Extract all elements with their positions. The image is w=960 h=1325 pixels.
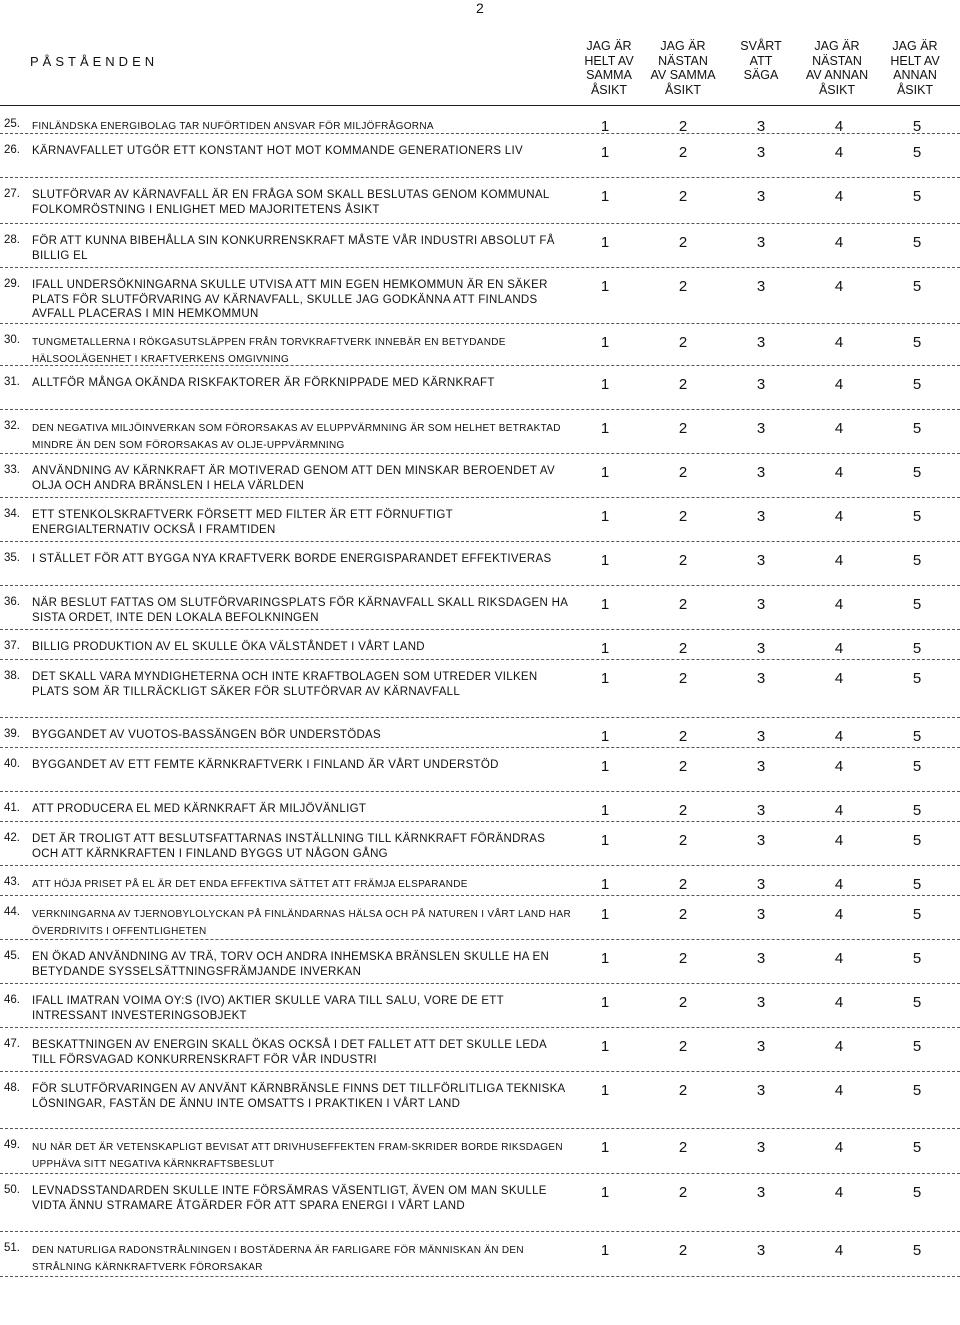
column-header-line: ANNAN bbox=[893, 68, 937, 83]
statement-row bbox=[0, 454, 960, 498]
column-header-line: JAG ÄR bbox=[892, 39, 938, 53]
statement-text: IFALL IMATRAN VOIMA OY:S (IVO) AKTIER SKULLE VARA TILL SALU, VORE DE ETT INTRESSANT INVESTERINGSOBJEKT bbox=[32, 995, 504, 1022]
statement-row bbox=[0, 748, 960, 792]
statement-row bbox=[0, 718, 960, 748]
rating-scale bbox=[585, 596, 945, 616]
rating-scale bbox=[585, 1038, 945, 1058]
rating-option-2[interactable]: 2 bbox=[678, 802, 688, 819]
rating-option-1[interactable]: 1 bbox=[600, 334, 610, 351]
rating-option-4[interactable]: 4 bbox=[834, 1184, 844, 1201]
column-header-5 bbox=[873, 39, 957, 97]
rating-option-5[interactable]: 5 bbox=[912, 188, 922, 205]
statement-text: FÖR ATT KUNNA BIBEHÅLLA SIN KONKURRENSKRAFT MÅSTE VÅR INDUSTRI ABSOLUT FÅ BILLIG EL bbox=[32, 235, 555, 262]
rating-option-1[interactable]: 1 bbox=[600, 670, 610, 687]
statement-number: 32. bbox=[4, 420, 20, 432]
rating-option-4[interactable]: 4 bbox=[834, 464, 844, 481]
statement-text: LEVNADSSTANDARDEN SKULLE INTE FÖRSÄMRAS VÄSENTLIGT, ÄVEN OM MAN SKULLE VIDTA ÄNNU STRAMARE ÅTGÄRDER FÖR ATT SPARA ENERGI I VÅRT LAND bbox=[32, 1185, 547, 1212]
statement-number: 25. bbox=[4, 118, 20, 130]
statements-column-header: PÅSTÅENDEN bbox=[30, 54, 159, 69]
rating-option-1[interactable]: 1 bbox=[600, 994, 610, 1011]
table-header bbox=[0, 34, 960, 104]
rating-option-3[interactable]: 3 bbox=[756, 906, 766, 923]
statement-text: DET ÄR TROLIGT ATT BESLUTSFATTARNAS INSTÄLLNING TILL KÄRNKRAFT FÖRÄNDRAS OCH ATT KÄRNKRAFTEN I FINLAND BYGGS UT NÅGON GÅNG bbox=[32, 833, 546, 860]
rating-option-3[interactable]: 3 bbox=[756, 464, 766, 481]
rating-option-1[interactable]: 1 bbox=[600, 144, 610, 161]
rating-option-5[interactable]: 5 bbox=[912, 596, 922, 613]
rating-option-2[interactable]: 2 bbox=[678, 728, 688, 745]
rating-option-3[interactable]: 3 bbox=[756, 1184, 766, 1201]
column-header-line: AV ANNAN bbox=[805, 68, 869, 83]
statement-number: 34. bbox=[4, 508, 20, 520]
column-header-line: JAG ÄR bbox=[814, 39, 860, 53]
rating-option-3[interactable]: 3 bbox=[756, 596, 766, 613]
column-header-line: NÄSTAN bbox=[658, 53, 708, 68]
rating-option-5[interactable]: 5 bbox=[912, 234, 922, 251]
rating-option-5[interactable]: 5 bbox=[912, 994, 922, 1011]
column-header-line: ÅSIKT bbox=[590, 82, 628, 97]
statement-number: 49. bbox=[4, 1139, 20, 1151]
rating-option-5[interactable]: 5 bbox=[912, 464, 922, 481]
rating-option-1[interactable]: 1 bbox=[600, 832, 610, 849]
rating-scale bbox=[585, 334, 945, 354]
statement-text: ALLTFÖR MÅNGA OKÄNDA RISKFAKTORER ÄR FÖRKNIPPADE MED KÄRNKRAFT bbox=[32, 377, 495, 389]
rating-option-1[interactable]: 1 bbox=[600, 234, 610, 251]
rating-option-1[interactable]: 1 bbox=[600, 1082, 610, 1099]
rating-option-4[interactable]: 4 bbox=[834, 1139, 844, 1156]
rating-option-1[interactable]: 1 bbox=[600, 118, 610, 135]
column-header-line: ÅSIKT bbox=[896, 82, 934, 97]
statement-text: IFALL UNDERSÖKNINGARNA SKULLE UTVISA ATT MIN EGEN HEMKOMMUN ÄR EN SÄKER PLATS FÖR SLUTFÖRVARING AV KÄRNAVFALL, SKULLE JAG GODKÄNNA ATT FINLANDS AVFALL PLACERAS I MIN HEMKOMMUN bbox=[32, 279, 548, 320]
rating-option-1[interactable]: 1 bbox=[600, 950, 610, 967]
statement-number: 30. bbox=[4, 334, 20, 346]
column-header-line: HELT AV bbox=[890, 53, 940, 68]
rating-scale bbox=[585, 802, 945, 822]
rating-option-5[interactable]: 5 bbox=[912, 802, 922, 819]
rating-scale bbox=[585, 832, 945, 852]
rating-option-1[interactable]: 1 bbox=[600, 420, 610, 437]
statement-number: 31. bbox=[4, 376, 20, 388]
column-header-3 bbox=[719, 39, 803, 83]
statement-text: ANVÄNDNING AV KÄRNKRAFT ÄR MOTIVERAD GENOM ATT DEN MINSKAR BEROENDET AV OLJA OCH ANDRA BRÄNSLEN I HELA VÄRLDEN bbox=[32, 465, 555, 492]
rating-option-1[interactable]: 1 bbox=[600, 188, 610, 205]
rating-option-3[interactable]: 3 bbox=[756, 728, 766, 745]
rating-option-3[interactable]: 3 bbox=[756, 802, 766, 819]
rating-option-5[interactable]: 5 bbox=[912, 906, 922, 923]
statement-number: 45. bbox=[4, 950, 20, 962]
rating-option-2[interactable]: 2 bbox=[678, 334, 688, 351]
statement-text: TUNGMETALLERNA I RÖKGASUTSLÄPPEN FRÅN TORVKRAFTVERK INNEBÄR EN BETYDANDE HÄLSOOLÄGENHET I KRAFTVERKENS OMGIVNING bbox=[32, 337, 506, 365]
rating-option-3[interactable]: 3 bbox=[756, 278, 766, 295]
rating-option-4[interactable]: 4 bbox=[834, 670, 844, 687]
rating-option-5[interactable]: 5 bbox=[912, 278, 922, 295]
statement-number: 37. bbox=[4, 640, 20, 652]
statement-row bbox=[0, 224, 960, 268]
rating-option-4[interactable]: 4 bbox=[834, 596, 844, 613]
rating-scale bbox=[585, 728, 945, 748]
rating-option-4[interactable]: 4 bbox=[834, 278, 844, 295]
rating-option-5[interactable]: 5 bbox=[912, 728, 922, 745]
column-header-2 bbox=[641, 39, 725, 97]
column-header-line: NÄSTAN bbox=[812, 53, 862, 68]
rating-option-1[interactable]: 1 bbox=[600, 508, 610, 525]
statement-row bbox=[0, 822, 960, 866]
rating-option-2[interactable]: 2 bbox=[678, 758, 688, 775]
rating-option-3[interactable]: 3 bbox=[756, 950, 766, 967]
rating-scale bbox=[585, 994, 945, 1014]
rating-scale bbox=[585, 950, 945, 970]
statement-number: 38. bbox=[4, 670, 20, 682]
rating-option-2[interactable]: 2 bbox=[678, 118, 688, 135]
rating-option-4[interactable]: 4 bbox=[834, 420, 844, 437]
rating-option-5[interactable]: 5 bbox=[912, 1082, 922, 1099]
statement-number: 51. bbox=[4, 1242, 20, 1254]
rating-option-4[interactable]: 4 bbox=[834, 1038, 844, 1055]
rating-option-5[interactable]: 5 bbox=[912, 1038, 922, 1055]
rating-option-5[interactable]: 5 bbox=[912, 670, 922, 687]
rating-scale bbox=[585, 552, 945, 572]
rating-option-2[interactable]: 2 bbox=[678, 188, 688, 205]
rating-option-2[interactable]: 2 bbox=[678, 1139, 688, 1156]
rating-option-5[interactable]: 5 bbox=[912, 758, 922, 775]
rating-option-5[interactable]: 5 bbox=[912, 1242, 922, 1259]
column-header-line: ÅSIKT bbox=[664, 82, 702, 97]
rating-option-1[interactable]: 1 bbox=[600, 1184, 610, 1201]
rating-scale bbox=[585, 508, 945, 528]
rating-option-4[interactable]: 4 bbox=[834, 758, 844, 775]
column-header-line: ATT bbox=[749, 53, 773, 68]
statement-row bbox=[0, 410, 960, 454]
rating-option-2[interactable]: 2 bbox=[678, 832, 688, 849]
statement-row bbox=[0, 630, 960, 660]
statement-number: 41. bbox=[4, 802, 20, 814]
statement-row bbox=[0, 660, 960, 718]
rating-option-5[interactable]: 5 bbox=[912, 508, 922, 525]
column-header-line: AV SAMMA bbox=[650, 68, 716, 83]
rating-option-5[interactable]: 5 bbox=[912, 376, 922, 393]
rating-option-2[interactable]: 2 bbox=[678, 906, 688, 923]
statement-text: FINLÄNDSKA ENERGIBOLAG TAR NUFÖRTIDEN ANSVAR FÖR MILJÖFRÅGORNA bbox=[32, 121, 434, 132]
rating-option-4[interactable]: 4 bbox=[834, 640, 844, 657]
statement-number: 27. bbox=[4, 188, 20, 200]
rating-scale bbox=[585, 1242, 945, 1262]
statement-row bbox=[0, 984, 960, 1028]
rating-option-4[interactable]: 4 bbox=[834, 188, 844, 205]
rating-option-2[interactable]: 2 bbox=[678, 278, 688, 295]
rating-option-3[interactable]: 3 bbox=[756, 420, 766, 437]
rating-option-5[interactable]: 5 bbox=[912, 420, 922, 437]
header-divider bbox=[0, 105, 960, 106]
rating-option-5[interactable]: 5 bbox=[912, 1139, 922, 1156]
statement-row bbox=[0, 108, 960, 134]
rating-option-3[interactable]: 3 bbox=[756, 144, 766, 161]
rating-option-5[interactable]: 5 bbox=[912, 640, 922, 657]
rating-option-4[interactable]: 4 bbox=[834, 728, 844, 745]
rating-option-2[interactable]: 2 bbox=[678, 508, 688, 525]
rating-option-2[interactable]: 2 bbox=[678, 234, 688, 251]
statement-row bbox=[0, 366, 960, 410]
rating-option-4[interactable]: 4 bbox=[834, 118, 844, 135]
statement-text: NÄR BESLUT FATTAS OM SLUTFÖRVARINGSPLATS FÖR KÄRNAVFALL SKALL RIKSDAGEN HA SISTA ORDET, INTE DEN LOKALA BEFOLKNINGEN bbox=[32, 597, 568, 624]
column-header-line: JAG ÄR bbox=[660, 39, 706, 53]
statement-number: 29. bbox=[4, 278, 20, 290]
statement-row bbox=[0, 178, 960, 224]
rating-scale bbox=[585, 234, 945, 254]
rating-option-1[interactable]: 1 bbox=[600, 1038, 610, 1055]
rating-option-4[interactable]: 4 bbox=[834, 552, 844, 569]
rating-option-3[interactable]: 3 bbox=[756, 234, 766, 251]
rating-option-2[interactable]: 2 bbox=[678, 420, 688, 437]
rating-option-2[interactable]: 2 bbox=[678, 1184, 688, 1201]
rating-option-4[interactable]: 4 bbox=[834, 1082, 844, 1099]
rating-option-4[interactable]: 4 bbox=[834, 1242, 844, 1259]
rating-option-4[interactable]: 4 bbox=[834, 906, 844, 923]
rating-option-5[interactable]: 5 bbox=[912, 144, 922, 161]
statement-text: VERKNINGARNA AV TJERNOBYLOLYCKAN PÅ FINLÄNDARNAS HÄLSA OCH PÅ NATUREN I VÅRT LAND HAR ÖVERDRIVITS I OFFENTLIGHETEN bbox=[32, 909, 571, 937]
rating-option-3[interactable]: 3 bbox=[756, 994, 766, 1011]
rating-option-1[interactable]: 1 bbox=[600, 906, 610, 923]
rating-option-4[interactable]: 4 bbox=[834, 144, 844, 161]
rating-option-1[interactable]: 1 bbox=[600, 278, 610, 295]
rating-option-2[interactable]: 2 bbox=[678, 950, 688, 967]
rating-option-3[interactable]: 3 bbox=[756, 552, 766, 569]
statement-row bbox=[0, 324, 960, 366]
column-header-line: JAG ÄR bbox=[586, 39, 632, 53]
statement-number: 48. bbox=[4, 1082, 20, 1094]
statement-text: DEN NATURLIGA RADONSTRÅLNINGEN I BOSTÄDERNA ÄR FARLIGARE FÖR MÄNNISKAN ÄN DEN STRÅLNING KÄRNKRAFTVERK FÖRORSAKAR bbox=[32, 1245, 524, 1273]
statement-number: 26. bbox=[4, 144, 20, 156]
rating-option-3[interactable]: 3 bbox=[756, 876, 766, 893]
rating-option-1[interactable]: 1 bbox=[600, 728, 610, 745]
rating-option-2[interactable]: 2 bbox=[678, 1082, 688, 1099]
statement-text: DET SKALL VARA MYNDIGHETERNA OCH INTE KRAFTBOLAGEN SOM UTREDER VILKEN PLATS SOM ÄR TILLRÄCKLIGT SÄKER FÖR SLUTFÖRVAR AV KÄRNAVFALL bbox=[32, 671, 538, 698]
rating-option-3[interactable]: 3 bbox=[756, 118, 766, 135]
rating-option-1[interactable]: 1 bbox=[600, 1139, 610, 1156]
rating-option-1[interactable]: 1 bbox=[600, 802, 610, 819]
statement-text: ATT PRODUCERA EL MED KÄRNKRAFT ÄR MILJÖVÄNLIGT bbox=[32, 803, 367, 815]
rating-option-3[interactable]: 3 bbox=[756, 758, 766, 775]
statement-text: SLUTFÖRVAR AV KÄRNAVFALL ÄR EN FRÅGA SOM SKALL BESLUTAS GENOM KOMMUNAL FOLKOMRÖSTNING I ENLIGHET MED MAJORITETENS ÅSIKT bbox=[32, 189, 550, 216]
statement-row bbox=[0, 866, 960, 896]
rating-option-5[interactable]: 5 bbox=[912, 1184, 922, 1201]
rating-option-4[interactable]: 4 bbox=[834, 802, 844, 819]
rating-option-3[interactable]: 3 bbox=[756, 376, 766, 393]
rating-scale bbox=[585, 1184, 945, 1204]
rating-option-1[interactable]: 1 bbox=[600, 758, 610, 775]
statement-text: BILLIG PRODUKTION AV EL SKULLE ÖKA VÄLSTÅNDET I VÅRT LAND bbox=[32, 641, 425, 653]
statement-row bbox=[0, 586, 960, 630]
rating-scale bbox=[585, 1082, 945, 1102]
rating-scale bbox=[585, 144, 945, 164]
rating-option-2[interactable]: 2 bbox=[678, 1038, 688, 1055]
rating-option-3[interactable]: 3 bbox=[756, 640, 766, 657]
rating-scale bbox=[585, 188, 945, 208]
statement-text: EN ÖKAD ANVÄNDNING AV TRÄ, TORV OCH ANDRA INHEMSKA BRÄNSLEN SKULLE HA EN BETYDANDE SYSSELSÄTTNINGSFRÄMJANDE INVERKAN bbox=[32, 951, 550, 978]
statement-row bbox=[0, 1129, 960, 1174]
rating-option-5[interactable]: 5 bbox=[912, 950, 922, 967]
rating-option-3[interactable]: 3 bbox=[756, 188, 766, 205]
rating-scale bbox=[585, 1139, 945, 1159]
statement-row bbox=[0, 896, 960, 940]
rating-option-4[interactable]: 4 bbox=[834, 334, 844, 351]
rating-scale bbox=[585, 640, 945, 660]
statement-text: I STÄLLET FÖR ATT BYGGA NYA KRAFTVERK BORDE ENERGISPARANDET EFFEKTIVERAS bbox=[32, 553, 552, 565]
rating-scale bbox=[585, 420, 945, 440]
rating-option-1[interactable]: 1 bbox=[600, 640, 610, 657]
rating-option-3[interactable]: 3 bbox=[756, 1082, 766, 1099]
rating-scale bbox=[585, 876, 945, 896]
statement-text: FÖR SLUTFÖRVARINGEN AV ANVÄNT KÄRNBRÄNSLE FINNS DET TILLFÖRLITLIGA TEKNISKA LÖSNINGAR, FASTÄN DE ÄNNU INTE OMSATTS I PRAKTIKEN I VÅRT LAND bbox=[32, 1083, 565, 1110]
page-number: 2 bbox=[476, 0, 484, 16]
rating-option-5[interactable]: 5 bbox=[912, 118, 922, 135]
rating-scale bbox=[585, 906, 945, 926]
rating-scale bbox=[585, 670, 945, 690]
rating-scale bbox=[585, 758, 945, 778]
rating-scale bbox=[585, 278, 945, 298]
rating-scale bbox=[585, 464, 945, 484]
statement-number: 46. bbox=[4, 994, 20, 1006]
statements-list bbox=[0, 108, 960, 1277]
rating-option-4[interactable]: 4 bbox=[834, 234, 844, 251]
statement-number: 44. bbox=[4, 906, 20, 918]
statement-row bbox=[0, 1232, 960, 1277]
column-header-line: SVÅRT bbox=[740, 39, 782, 53]
rating-option-3[interactable]: 3 bbox=[756, 508, 766, 525]
rating-option-1[interactable]: 1 bbox=[600, 596, 610, 613]
rating-option-2[interactable]: 2 bbox=[678, 670, 688, 687]
statement-text: BYGGANDET AV ETT FEMTE KÄRNKRAFTVERK I FINLAND ÄR VÅRT UNDERSTÖD bbox=[32, 759, 499, 771]
statement-row bbox=[0, 1072, 960, 1129]
rating-option-2[interactable]: 2 bbox=[678, 552, 688, 569]
rating-option-3[interactable]: 3 bbox=[756, 832, 766, 849]
rating-option-3[interactable]: 3 bbox=[756, 1139, 766, 1156]
statement-number: 33. bbox=[4, 464, 20, 476]
statement-row bbox=[0, 134, 960, 178]
statement-row bbox=[0, 498, 960, 542]
column-header-line: HELT AV bbox=[584, 53, 634, 68]
statement-number: 50. bbox=[4, 1184, 20, 1196]
rating-option-2[interactable]: 2 bbox=[678, 994, 688, 1011]
rating-option-4[interactable]: 4 bbox=[834, 876, 844, 893]
rating-option-2[interactable]: 2 bbox=[678, 876, 688, 893]
statement-number: 42. bbox=[4, 832, 20, 844]
statement-text: ETT STENKOLSKRAFTVERK FÖRSETT MED FILTER ÄR ETT FÖRNUFTIGT ENERGIALTERNATIV OCKSÅ I FRAMTIDEN bbox=[32, 509, 453, 536]
rating-option-3[interactable]: 3 bbox=[756, 670, 766, 687]
statement-row bbox=[0, 1028, 960, 1072]
rating-option-4[interactable]: 4 bbox=[834, 508, 844, 525]
column-header-4 bbox=[795, 39, 879, 97]
rating-option-3[interactable]: 3 bbox=[756, 1242, 766, 1259]
column-header-line: SÄGA bbox=[743, 68, 779, 83]
statement-text: BESKATTNINGEN AV ENERGIN SKALL ÖKAS OCKSÅ I DET FALLET ATT DET SKULLE LEDA TILL FÖRSVAGAD KONKURRENSKRAFT FÖR VÅR INDUSTRI bbox=[32, 1039, 547, 1066]
rating-option-1[interactable]: 1 bbox=[600, 464, 610, 481]
rating-option-2[interactable]: 2 bbox=[678, 376, 688, 393]
rating-option-4[interactable]: 4 bbox=[834, 376, 844, 393]
rating-option-1[interactable]: 1 bbox=[600, 876, 610, 893]
statement-text: ATT HÖJA PRISET PÅ EL ÄR DET ENDA EFFEKTIVA SÄTTET ATT FRÄMJA ELSPARANDE bbox=[32, 879, 468, 890]
statement-row bbox=[0, 792, 960, 822]
statement-number: 43. bbox=[4, 876, 20, 888]
rating-option-1[interactable]: 1 bbox=[600, 1242, 610, 1259]
rating-option-2[interactable]: 2 bbox=[678, 596, 688, 613]
column-header-line: SAMMA bbox=[586, 68, 632, 83]
column-header-line: ÅSIKT bbox=[818, 82, 856, 97]
rating-option-3[interactable]: 3 bbox=[756, 334, 766, 351]
statement-text: DEN NEGATIVA MILJÖINVERKAN SOM FÖRORSAKAS AV ELUPPVÄRMNING ÄR SOM HELHET BETRAKTAD MINDRE ÄN DEN SOM FÖRORSAKAS AV OLJE-UPPVÄRMNING bbox=[32, 423, 561, 451]
statement-row bbox=[0, 940, 960, 984]
statement-text: KÄRNAVFALLET UTGÖR ETT KONSTANT HOT MOT KOMMANDE GENERATIONERS LIV bbox=[32, 145, 523, 157]
statement-number: 47. bbox=[4, 1038, 20, 1050]
rating-option-2[interactable]: 2 bbox=[678, 1242, 688, 1259]
statement-row bbox=[0, 1174, 960, 1232]
rating-option-4[interactable]: 4 bbox=[834, 832, 844, 849]
rating-option-2[interactable]: 2 bbox=[678, 144, 688, 161]
rating-option-5[interactable]: 5 bbox=[912, 334, 922, 351]
rating-option-2[interactable]: 2 bbox=[678, 640, 688, 657]
statement-text: NU NÄR DET ÄR VETENSKAPLIGT BEVISAT ATT DRIVHUSEFFEKTEN FRAM-SKRIDER BORDE RIKSDAGEN UPPHÄVA SITT NEGATIVA KÄRNKRAFTSBESLUT bbox=[32, 1142, 563, 1170]
statement-number: 36. bbox=[4, 596, 20, 608]
statement-text: BYGGANDET AV VUOTOS-BASSÄNGEN BÖR UNDERSTÖDAS bbox=[32, 729, 381, 741]
rating-scale bbox=[585, 376, 945, 396]
rating-option-5[interactable]: 5 bbox=[912, 876, 922, 893]
statement-number: 39. bbox=[4, 728, 20, 740]
statement-number: 35. bbox=[4, 552, 20, 564]
statement-row bbox=[0, 542, 960, 586]
rating-option-5[interactable]: 5 bbox=[912, 832, 922, 849]
statement-row bbox=[0, 268, 960, 324]
statement-number: 28. bbox=[4, 234, 20, 246]
rating-option-4[interactable]: 4 bbox=[834, 950, 844, 967]
rating-option-1[interactable]: 1 bbox=[600, 552, 610, 569]
rating-option-5[interactable]: 5 bbox=[912, 552, 922, 569]
rating-option-4[interactable]: 4 bbox=[834, 994, 844, 1011]
column-header-1 bbox=[567, 39, 651, 97]
rating-option-1[interactable]: 1 bbox=[600, 376, 610, 393]
statement-number: 40. bbox=[4, 758, 20, 770]
rating-option-3[interactable]: 3 bbox=[756, 1038, 766, 1055]
rating-option-2[interactable]: 2 bbox=[678, 464, 688, 481]
